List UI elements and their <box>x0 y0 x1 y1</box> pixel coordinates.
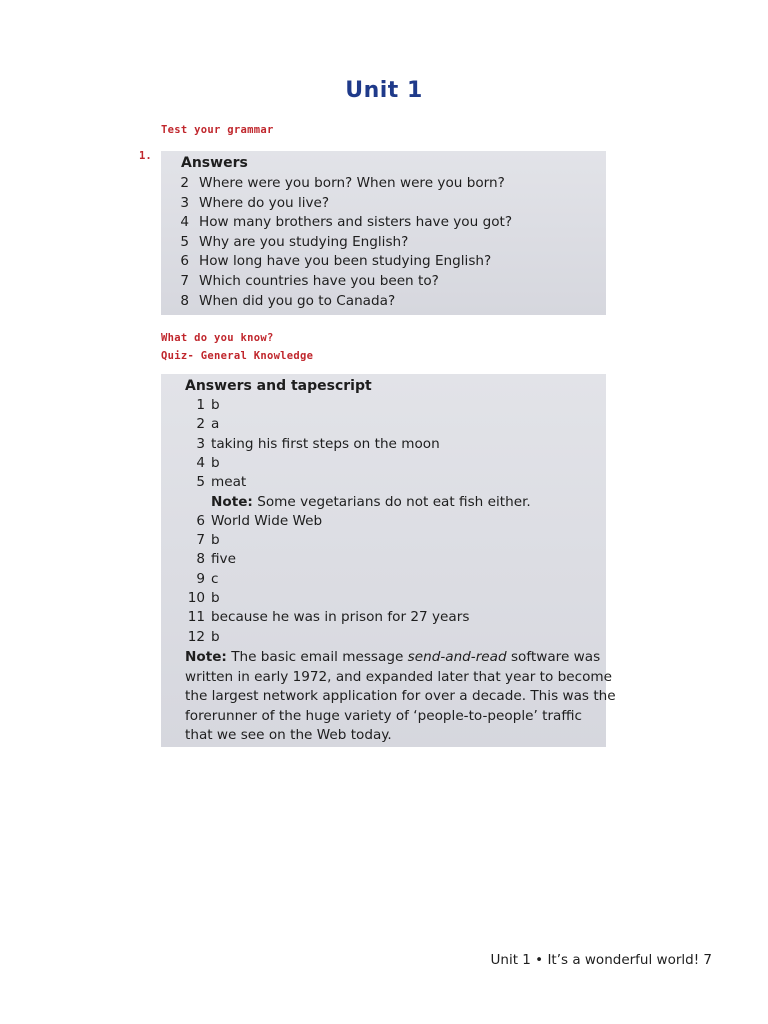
note-line-5: that we see on the Web today. <box>185 727 392 744</box>
item-note-label: Note: <box>211 493 253 510</box>
item-number: 2 <box>180 175 189 191</box>
list-item <box>161 532 606 552</box>
list-item <box>161 551 606 571</box>
list-item <box>161 571 606 591</box>
item-text: World Wide Web <box>211 512 323 529</box>
item-number: 8 <box>180 292 189 309</box>
item-note-text: Some vegetarians do not eat fish either. <box>252 493 531 510</box>
answers-heading: Answers <box>181 155 248 171</box>
page-title: Unit 1 <box>345 78 423 103</box>
item-number: 7 <box>196 532 205 549</box>
list-item <box>161 214 606 234</box>
note-line-3: the largest network application for over a decade. This was the <box>185 688 616 705</box>
item-text: five <box>211 551 236 568</box>
tapescript-box <box>161 374 616 747</box>
item-text <box>211 494 531 510</box>
item-number: 4 <box>180 214 189 231</box>
exercise-number: 1. <box>139 150 152 162</box>
item-text: c <box>211 570 219 587</box>
answers-box <box>161 151 606 315</box>
item-text: Which countries have you been to? <box>199 273 439 289</box>
item-text: b <box>211 628 220 645</box>
note-line-1 <box>185 648 600 668</box>
item-text: b <box>211 397 220 413</box>
list-item <box>161 397 606 417</box>
item-number: 7 <box>180 273 189 289</box>
list-item <box>161 234 606 254</box>
item-number: 6 <box>196 512 205 529</box>
note-italic: send-and-read <box>407 649 507 665</box>
item-number: 3 <box>180 194 189 211</box>
note-line-4: forerunner of the huge variety of ‘people-to-people’ traffic <box>185 707 582 724</box>
item-text: Where do you live? <box>199 194 330 211</box>
tapescript-note <box>185 648 616 746</box>
item-number: 9 <box>196 570 205 587</box>
page-footer: Unit 1 • It’s a wonderful world! 7 <box>490 952 712 968</box>
item-text: because he was in prison for 27 years <box>211 609 470 626</box>
item-text: How long have you been studying English? <box>199 253 492 270</box>
list-item <box>161 474 606 494</box>
list-item <box>161 436 606 456</box>
item-text: Why are you studying English? <box>199 233 409 250</box>
item-number: 2 <box>196 416 205 433</box>
item-text: taking his first steps on the moon <box>211 435 440 452</box>
list-item <box>161 590 606 610</box>
note-label: Note: <box>185 649 227 665</box>
note-text-1: The basic email message <box>226 649 408 665</box>
item-number: 11 <box>187 609 205 626</box>
item-text: b <box>211 532 220 549</box>
list-item <box>161 629 606 649</box>
item-number: 3 <box>196 435 205 452</box>
item-number: 6 <box>180 253 189 270</box>
item-number: 5 <box>196 474 205 491</box>
item-text: When did you go to Canada? <box>199 292 396 309</box>
note-line-2: written in early 1972, and expanded later that year to become <box>185 668 613 685</box>
item-text: a <box>211 416 220 433</box>
list-item <box>161 416 606 436</box>
item-number: 12 <box>187 628 205 645</box>
item-number: 10 <box>187 590 205 606</box>
item-number: 5 <box>180 233 189 250</box>
section-label-quiz: Quiz- General Knowledge <box>161 350 314 362</box>
item-text: b <box>211 454 220 471</box>
item-text: How many brothers and sisters have you got? <box>199 214 513 231</box>
list-item <box>161 494 606 514</box>
list-item <box>161 273 606 293</box>
item-number: 1 <box>196 397 205 413</box>
list-item <box>161 455 606 475</box>
item-text: Where were you born? When were you born? <box>199 175 505 191</box>
list-item <box>161 293 606 313</box>
list-item <box>161 513 606 533</box>
note-text-2: software was <box>506 649 601 665</box>
item-number: 8 <box>196 551 205 568</box>
section-label-what-do-you-know: What do you know? <box>161 332 274 344</box>
section-label-grammar: Test your grammar <box>161 124 274 136</box>
list-item <box>161 609 606 629</box>
tapescript-heading: Answers and tapescript <box>185 378 372 394</box>
list-item <box>161 253 606 273</box>
item-text: meat <box>211 474 247 491</box>
item-number: 4 <box>196 454 205 471</box>
list-item <box>161 195 606 215</box>
item-text: b <box>211 590 220 606</box>
list-item <box>161 175 606 195</box>
